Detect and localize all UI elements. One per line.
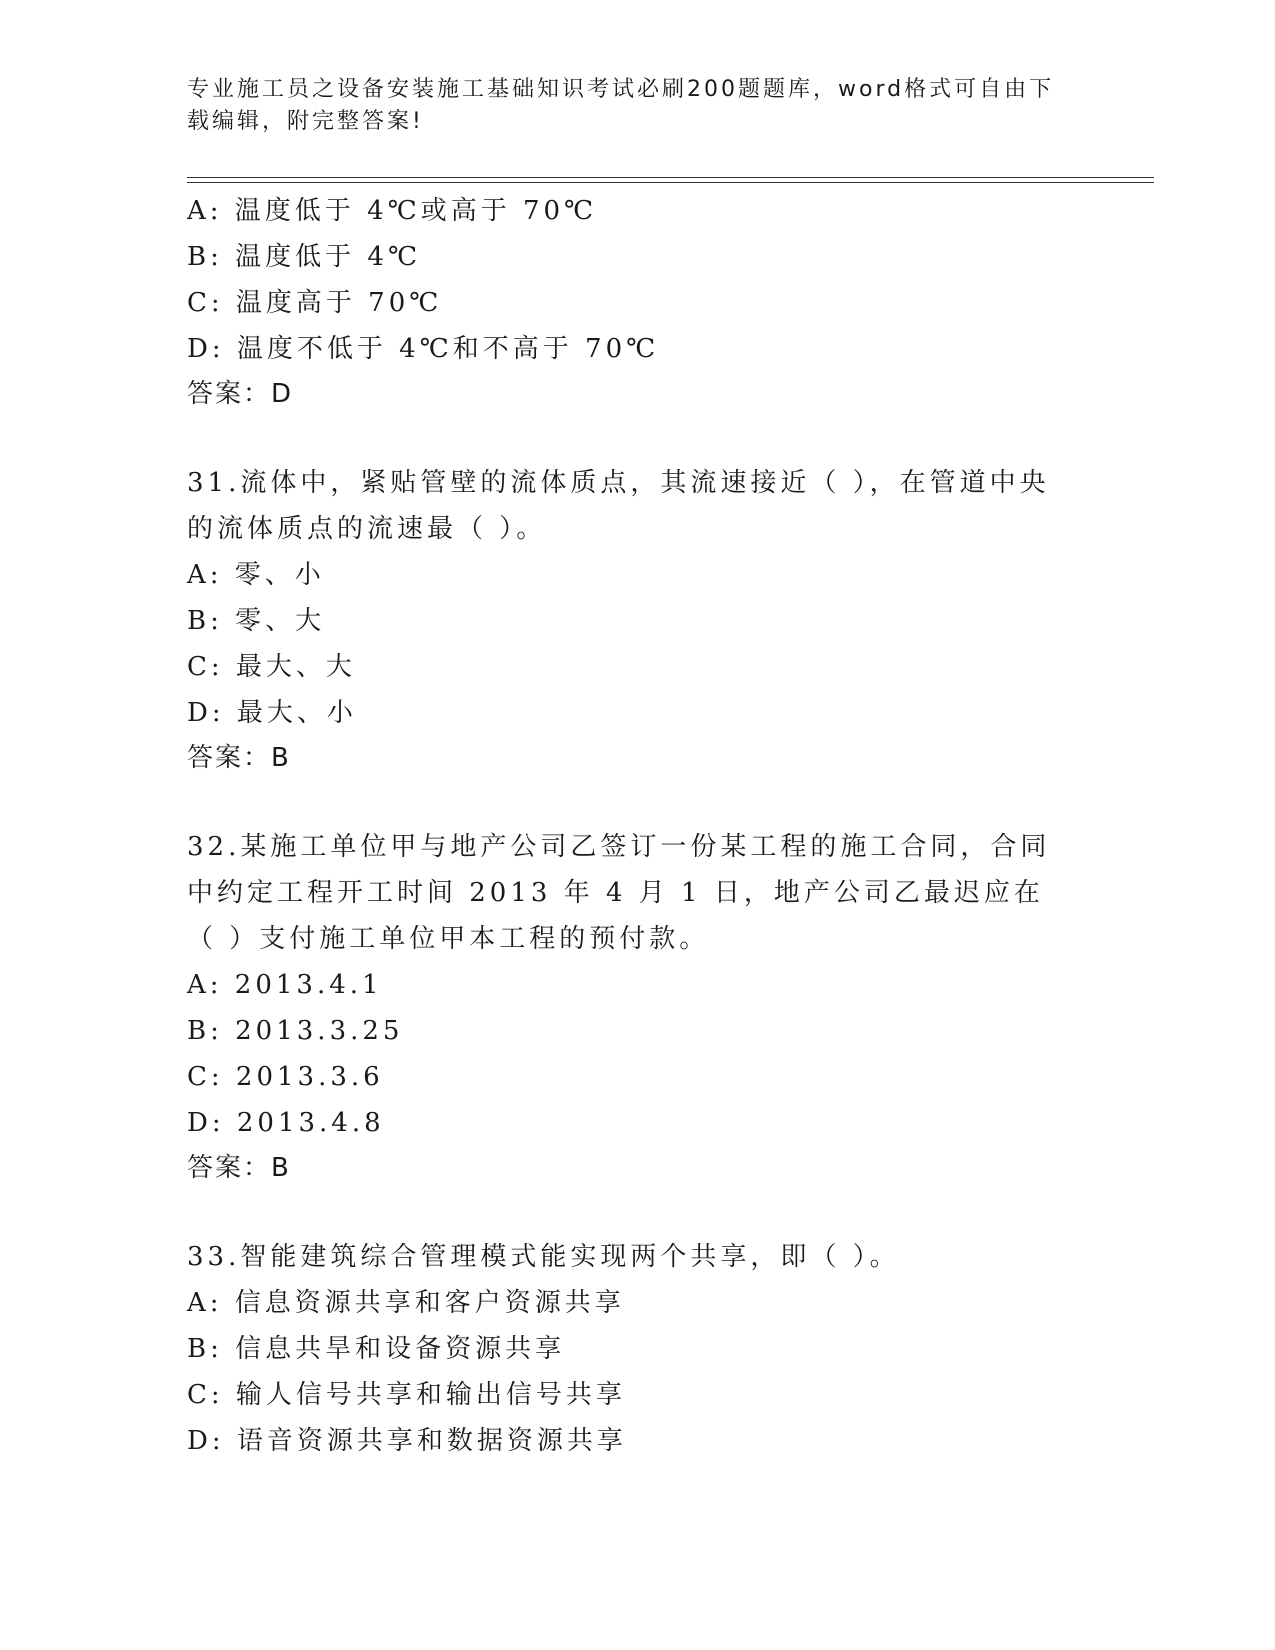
question-31 bbox=[187, 460, 1087, 780]
option-b: B: 信息共旱和设备资源共享 bbox=[187, 1334, 566, 1364]
question-text: 31.流体中，紧贴管壁的流体质点，其流速接近（ ），在管道中央的流体质点的流速最（ ）。 bbox=[187, 468, 1050, 544]
option-b: B: 2013.3.25 bbox=[187, 1016, 404, 1046]
answer-line: 答案：B bbox=[187, 1153, 291, 1183]
option-c: C: 最大、大 bbox=[187, 652, 356, 682]
carryover-question bbox=[187, 188, 1087, 416]
question-text: 32.某施工单位甲与地产公司乙签订一份某工程的施工合同，合同中约定工程开工时间 2013 年 4 月 1 日，地产公司乙最迟应在（ ）支付施工单位甲本工程的预付款。 bbox=[187, 832, 1051, 954]
spacer bbox=[187, 416, 1087, 460]
option-d: D: 最大、小 bbox=[187, 698, 357, 728]
spacer bbox=[187, 780, 1087, 824]
header-divider-top bbox=[187, 177, 1154, 178]
question-32 bbox=[187, 824, 1087, 1190]
option-d: D: 语音资源共享和数据资源共享 bbox=[187, 1426, 627, 1456]
header-divider-bottom bbox=[187, 182, 1154, 183]
option-d: D: 温度不低于 4℃和不高于 70℃ bbox=[187, 334, 660, 364]
answer-line: 答案：D bbox=[187, 379, 294, 409]
answer-line: 答案：B bbox=[187, 743, 291, 773]
question-content bbox=[187, 188, 1087, 1464]
option-a: A: 温度低于 4℃或高于 70℃ bbox=[187, 196, 598, 226]
option-a: A: 2013.4.1 bbox=[187, 970, 383, 1000]
option-c: C: 2013.3.6 bbox=[187, 1062, 384, 1092]
option-c: C: 温度高于 70℃ bbox=[187, 288, 443, 318]
option-b: B: 零、大 bbox=[187, 606, 326, 636]
option-a: A: 零、小 bbox=[187, 560, 325, 590]
question-text: 33.智能建筑综合管理模式能实现两个共享，即（ ）。 bbox=[187, 1242, 900, 1272]
option-c: C: 输人信号共享和输出信号共享 bbox=[187, 1380, 626, 1410]
option-a: A: 信息资源共享和客户资源共享 bbox=[187, 1288, 625, 1318]
page-header-title: 专业施工员之设备安装施工基础知识考试必刷200题题库，word格式可自由下载编辑，附完整答案! bbox=[187, 77, 1055, 134]
option-d: D: 2013.4.8 bbox=[187, 1108, 385, 1138]
option-b: B: 温度低于 4℃ bbox=[187, 242, 422, 272]
question-33 bbox=[187, 1234, 1087, 1464]
spacer bbox=[187, 1190, 1087, 1234]
